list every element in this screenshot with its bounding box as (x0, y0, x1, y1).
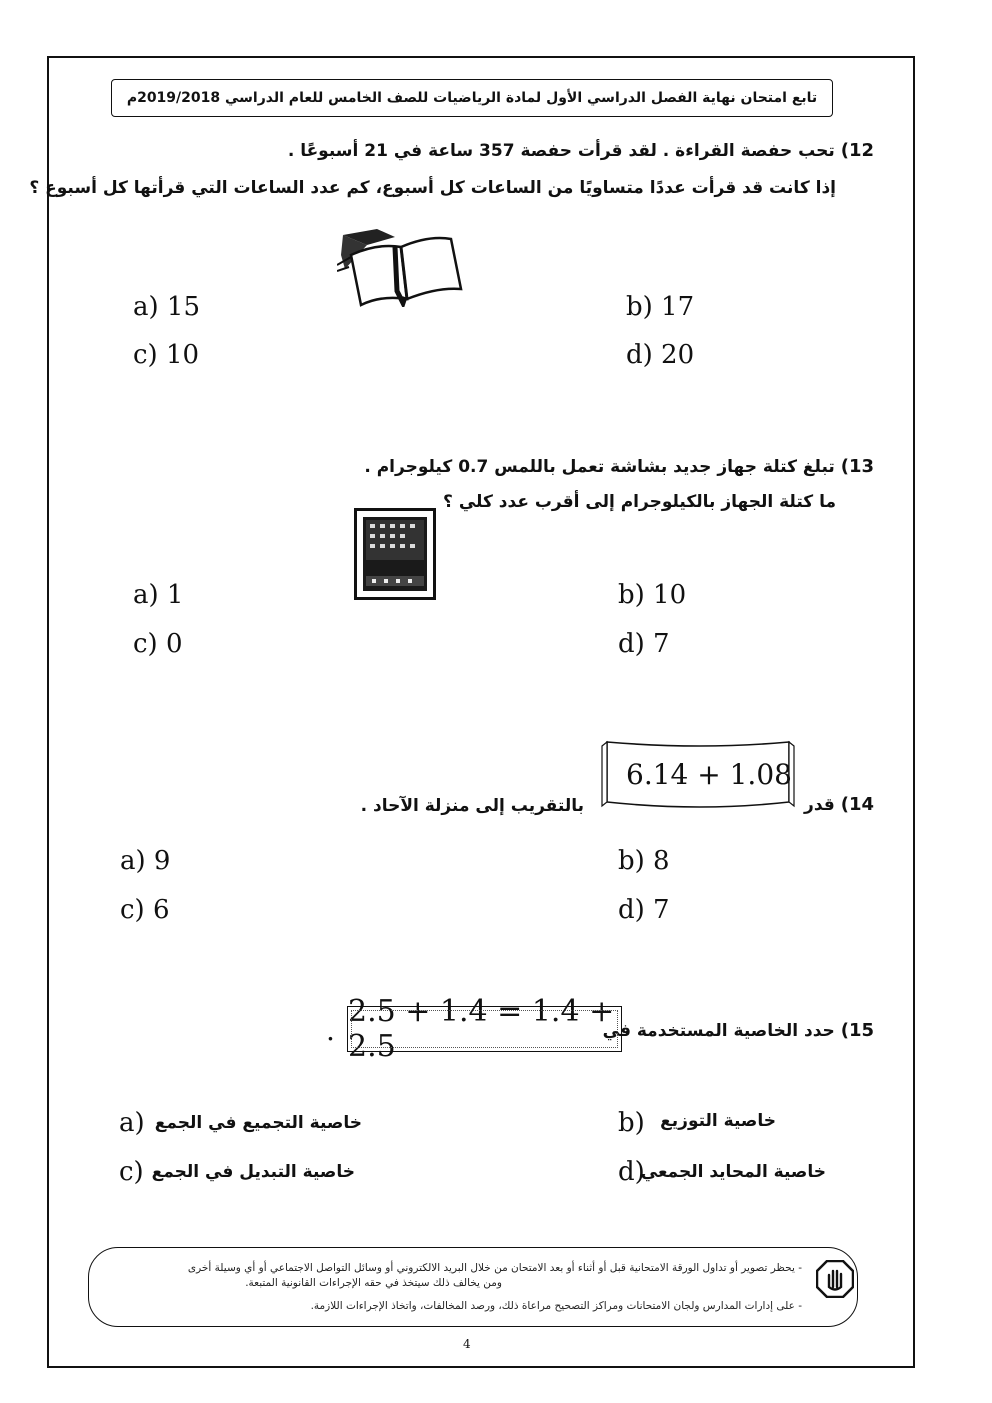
tablet-device-icon (354, 508, 436, 600)
q15-option-b-letter[interactable]: b) (618, 1108, 645, 1138)
q15-option-b-text[interactable]: خاصية التوزيع (660, 1111, 776, 1131)
q12-option-b[interactable]: b) 17 (626, 292, 695, 322)
q15-option-d-text[interactable]: خاصية المحايد الجمعي (640, 1162, 826, 1182)
q15-option-d-letter[interactable]: d) (618, 1157, 645, 1187)
q14-option-a[interactable]: a) 9 (120, 846, 171, 876)
q15-option-c-text[interactable]: خاصية التبديل في الجمع (151, 1162, 355, 1182)
question-12-line2: إذا كانت قد قرأت عددًا متساويًا من الساعات كل أسبوع، كم عدد الساعات التي قرأتها كل أسبوع ؟ (29, 178, 836, 198)
question-14-prefix: قدر (804, 795, 835, 815)
q14-option-b[interactable]: b) 8 (618, 846, 670, 876)
q13-option-a[interactable]: a) 1 (133, 580, 184, 610)
question-14-number: 14) (840, 794, 874, 815)
question-15-number: 15) (840, 1020, 874, 1041)
q12-option-d[interactable]: d) 20 (626, 340, 695, 370)
question-12-number: 12) (840, 140, 874, 161)
q15-expression-box (347, 994, 622, 1064)
exam-header (111, 79, 833, 117)
q15-option-c-letter[interactable]: c) (119, 1157, 144, 1187)
q12-option-a[interactable]: a) 15 (133, 292, 200, 322)
question-14-suffix: بالتقريب إلى منزلة الآحاد . (360, 796, 584, 816)
q15-option-a-letter[interactable]: a) (119, 1108, 145, 1138)
page-number: 4 (463, 1337, 471, 1351)
q13-option-c[interactable]: c) 0 (133, 629, 183, 659)
question-13-number: 13) (840, 456, 874, 477)
question-13-line1: 13) تبلغ كتلة جهاز جديد بشاشة تعمل باللمس 0.7 كيلوجرام . (364, 456, 874, 477)
question-14-number-line (804, 794, 874, 815)
footer-line-3: - على إدارات المدارس ولجان الامتحانات ومراكز التصحيح مراعاة ذلك، ورصد المخالفات، واتخاذ الإجراءات اللازمة. (310, 1300, 802, 1312)
question-13-line2: ما كتلة الجهاز بالكيلوجرام إلى أقرب عدد كلي ؟ (443, 492, 836, 512)
book-icon (337, 225, 463, 307)
exam-title: تابع امتحان نهاية الفصل الدراسي الأول لمادة الرياضيات للصف الخامس للعام الدراسي 2019/2018م (126, 90, 818, 106)
stop-hand-icon (816, 1260, 854, 1298)
q14-option-d[interactable]: d) 7 (618, 895, 670, 925)
q13-option-b[interactable]: b) 10 (618, 580, 687, 610)
footer-line-1: - يحظر تصوير أو تداول الورقة الامتحانية قبل أو أثناء أو بعد الامتحان من خلال البريد الالكتروني أو وسائل التواصل الاجتماعي أو أي وسيلة أخرى (187, 1262, 802, 1274)
q14-expression: 6.14 + 1.08 (626, 758, 792, 791)
q15-option-a-text[interactable]: خاصية التجميع في الجمع (154, 1113, 362, 1133)
q15-expression: 2.5 + 1.4 = 1.4 + 2.5 (348, 994, 615, 1064)
question-12-line1: 12) تحب حفصة القراءة . لقد قرأت حفصة 357 ساعة في 21 أسبوعًا . (287, 140, 874, 161)
q15-period: . (326, 1014, 335, 1047)
footer-line-2: ومن يخالف ذلك سيتخذ في حقه الإجراءات القانونية المتبعة. (245, 1277, 502, 1289)
q13-option-d[interactable]: d) 7 (618, 629, 670, 659)
q12-option-c[interactable]: c) 10 (133, 340, 200, 370)
q14-option-c[interactable]: c) 6 (120, 895, 170, 925)
question-15-line: 15) حدد الخاصية المستخدمة في (602, 1020, 874, 1041)
